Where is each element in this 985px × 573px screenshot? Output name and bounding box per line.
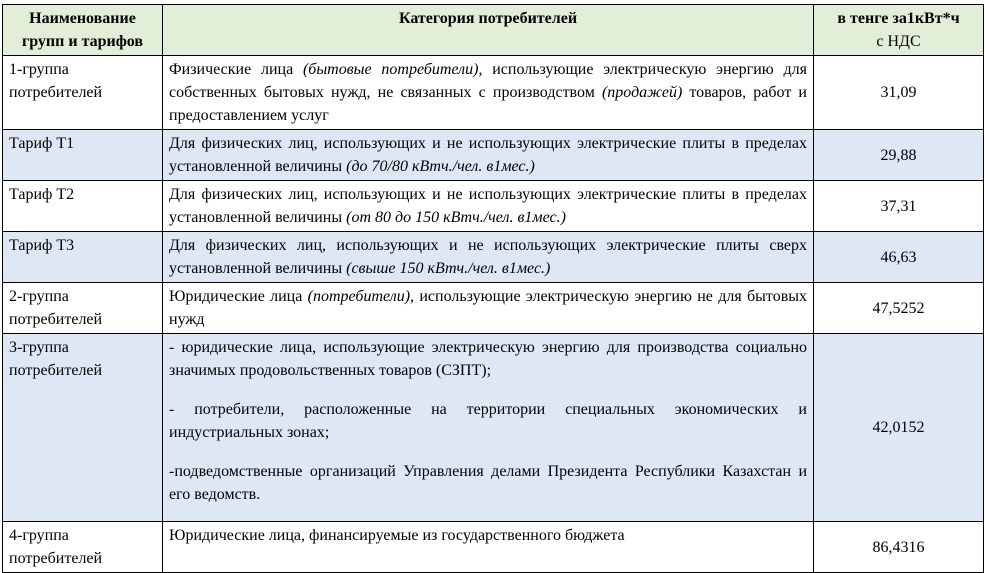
row-name: 3-группа потребителей bbox=[3, 334, 163, 522]
row-name: Тариф Т2 bbox=[3, 181, 163, 232]
row-price: 29,88 bbox=[814, 130, 984, 181]
row-name: 2-группа потребителей bbox=[3, 283, 163, 334]
description-item: - потребители, расположенные на территории специальных экономических и индустриальных зонах; bbox=[169, 401, 807, 441]
description-item: -подведомственные организаций Управления делами Президента Республики Казахстан и его ведомств. bbox=[169, 463, 807, 503]
header-group-name: Наименование групп и тарифов bbox=[3, 5, 163, 56]
row-price: 31,09 bbox=[814, 56, 984, 130]
table-row-tariff-t2 bbox=[3, 181, 984, 232]
row-price: 47,5252 bbox=[814, 283, 984, 334]
row-price: 86,4316 bbox=[814, 522, 984, 573]
row-name: Тариф Т3 bbox=[3, 232, 163, 283]
header-consumer-category: Категория потребителей bbox=[163, 5, 814, 56]
row-name: Тариф Т1 bbox=[3, 130, 163, 181]
row-description: Физические лица (бытовые потребители), использующие электрическую энергию для собственных бытовых нужд, не связанных с производством (продажей) товаров, работ и предоставлением услуг bbox=[163, 56, 814, 130]
table-row-group-2 bbox=[3, 283, 984, 334]
row-price: 46,63 bbox=[814, 232, 984, 283]
table-row-group-1 bbox=[3, 56, 984, 130]
row-description: Юридические лица, финансируемые из государственного бюджета bbox=[163, 522, 814, 573]
table-row-group-3 bbox=[3, 334, 984, 522]
description-item: - юридические лица, использующие электрическую энергию для производства социально значимых продовольственных товаров (СЗПТ); bbox=[169, 339, 807, 379]
header-price bbox=[814, 5, 984, 56]
row-description bbox=[163, 334, 814, 522]
header-price-vat: с НДС bbox=[876, 33, 921, 50]
table-header-row bbox=[3, 5, 984, 56]
table-row-group-4 bbox=[3, 522, 984, 573]
row-description: Для физических лиц, использующих и не использующих электрические плиты сверх установленной величины (свыше 150 кВтч./чел. в1мес.) bbox=[163, 232, 814, 283]
row-description: Юридические лица (потребители), использующие электрическую энергию не для бытовых нужд bbox=[163, 283, 814, 334]
tariff-table bbox=[2, 4, 984, 573]
row-description: Для физических лиц, использующих и не использующих электрические плиты в пределах установленной величины (от 80 до 150 кВтч./чел. в1мес.) bbox=[163, 181, 814, 232]
table-row-tariff-t1 bbox=[3, 130, 984, 181]
row-price: 42,0152 bbox=[814, 334, 984, 522]
row-price: 37,31 bbox=[814, 181, 984, 232]
header-price-unit: в тенге за1кВт*ч bbox=[837, 10, 960, 27]
row-description: Для физических лиц, использующих и не использующих электрические плиты в пределах установленной величины (до 70/80 кВтч./чел. в1мес.) bbox=[163, 130, 814, 181]
row-name: 1-группа потребителей bbox=[3, 56, 163, 130]
table-row-tariff-t3 bbox=[3, 232, 984, 283]
row-name: 4-группа потребителей bbox=[3, 522, 163, 573]
